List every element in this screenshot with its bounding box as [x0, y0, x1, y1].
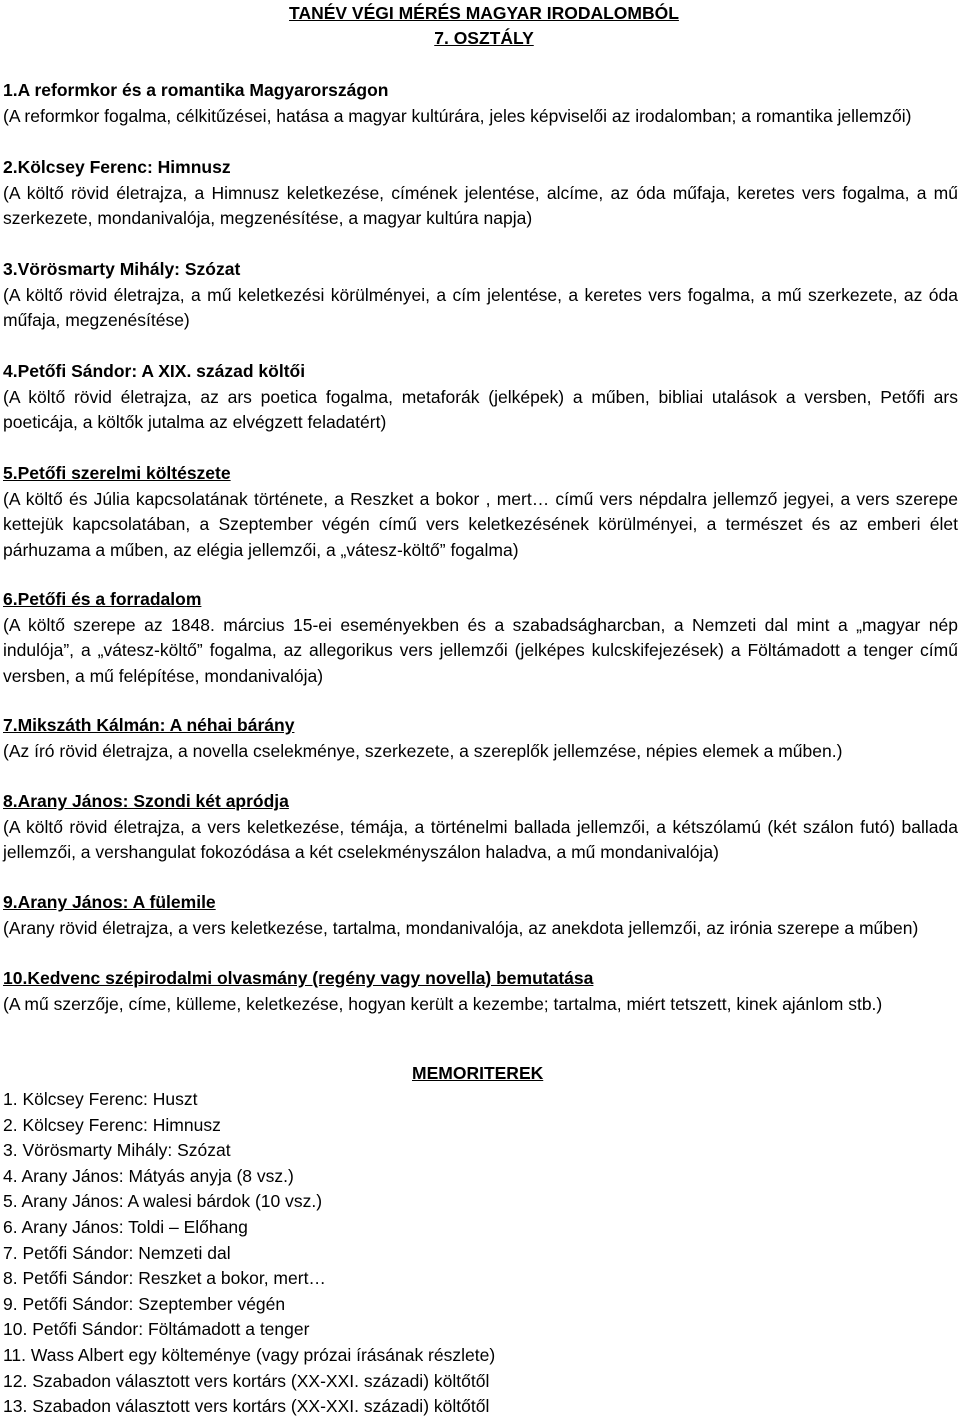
- list-item: 4. Arany János: Mátyás anyja (8 vsz.): [3, 1165, 294, 1186]
- topic-item: [3, 890, 958, 966]
- topic-heading: 8.Arany János: Szondi két apródja: [3, 791, 289, 811]
- topic-heading: 6.Petőfi és a forradalom: [3, 589, 202, 609]
- topic-item: [3, 789, 958, 890]
- document-title: [281, 1, 687, 51]
- topic-heading: 2.Kölcsey Ferenc: Himnusz: [3, 157, 231, 177]
- title-line-1: TANÉV VÉGI MÉRÉS MAGYAR IRODALOMBÓL: [289, 3, 679, 23]
- topic-description: (A költő rövid életrajza, az ars poetica fogalma, metaforák (jelképek) a műben, bibliai utalások a versben, Petőfi ars poeticája, a költők jutalma az elvégzett feladatért): [3, 386, 958, 432]
- topic-heading: 9.Arany János: A fülemile: [3, 892, 216, 912]
- topic-heading: 1.A reformkor és a romantika Magyarországon: [3, 80, 389, 100]
- list-item: 9. Petőfi Sándor: Szeptember végén: [3, 1293, 286, 1314]
- list-item: 12. Szabadon választott vers kortárs (XX-XXI. századi) költőtől: [3, 1370, 490, 1391]
- topic-description: (A költő és Júlia kapcsolatának története, a Reszket a bokor , mert… című vers népdalra jellemző jegyei, a vers szerepe kettejük kapcsolatában, a Szeptember végén című vers keletkezésének körülményei, a természet és az emberi élet párhuzama a műben, az elégia jellemzői, a „vátesz-költő” fogalma): [3, 488, 958, 560]
- list-item: 10. Petőfi Sándor: Föltámadott a tenger: [3, 1319, 310, 1340]
- topic-description: (A reformkor fogalma, célkitűzései, hatása a magyar kultúrára, jeles képviselői az irodalomban; a romantika jellemzői): [3, 105, 912, 126]
- list-item: 3. Vörösmarty Mihály: Szózat: [3, 1140, 231, 1161]
- list-item: 6. Arany János: Toldi – Előhang: [3, 1216, 248, 1237]
- list-item: 8. Petőfi Sándor: Reszket a bokor, mert…: [3, 1268, 326, 1289]
- list-item: 13. Szabadon választott vers kortárs (XX-XXI. századi) költőtől: [3, 1396, 490, 1417]
- topic-item: [3, 587, 958, 713]
- topic-item: [3, 78, 958, 155]
- topic-heading: 3.Vörösmarty Mihály: Szózat: [3, 259, 241, 279]
- list-item: 11. Wass Albert egy költeménye (vagy prózai írásának részlete): [3, 1344, 496, 1365]
- topic-item: [3, 155, 958, 257]
- list-item: 2. Kölcsey Ferenc: Himnusz: [3, 1114, 221, 1135]
- topic-description: (Arany rövid életrajza, a vers keletkezése, tartalma, mondanivalója, az anekdota jellemzői, az irónia szerepe a műben): [3, 917, 919, 938]
- topic-item: [3, 461, 958, 587]
- topic-item: [3, 713, 958, 789]
- topic-description: (A költő rövid életrajza, a Himnusz keletkezése, címének jelentése, alcíme, az óda műfaja, keretes vers fogalma, a mű szerkezete, mondanivalója, megzenésítése, a magyar kultúra napja): [3, 182, 958, 228]
- topic-description: (A költő rövid életrajza, a mű keletkezési körülményei, a cím jelentése, a keretes vers fogalma, a mű szerkezete, az óda műfaja, megzenésítése): [3, 284, 958, 330]
- list-item: 5. Arany János: A walesi bárdok (10 vsz.): [3, 1191, 323, 1212]
- memoriterek-title: MEMORITEREK: [412, 1063, 544, 1083]
- topic-description: (A mű szerzője, címe, külleme, keletkezése, hogyan került a kezembe; tartalma, miért tetszett, kinek ajánlom stb.): [3, 993, 883, 1014]
- title-line-2: 7. OSZTÁLY: [434, 28, 534, 48]
- list-item: 7. Petőfi Sándor: Nemzeti dal: [3, 1242, 231, 1263]
- topic-description: (A költő szerepe az 1848. március 15-ei eseményekben és a szabadságharcban, a Nemzeti dal mint a „magyar nép indulója”, a „vátesz-költő” fogalma, az allegorikus vers jellemzői (jelképes kulcskifejezések) a Föltámadott a tenger című versben, a mű felépítése, mondanivalója): [3, 614, 958, 686]
- topic-heading: 5.Petőfi szerelmi költészete: [3, 463, 231, 483]
- topic-item: [3, 257, 958, 359]
- topic-item: [3, 359, 958, 461]
- topic-description: (A költő rövid életrajza, a vers keletkezése, témája, a történelmi ballada jellemzői, a kétszólamú (két szálon futó) ballada jellemzői, a vershangulat fokozódása a két cselekményszálon haladva, a mű mondanivalója): [3, 816, 958, 862]
- topic-heading: 4.Petőfi Sándor: A XIX. század költői: [3, 361, 306, 381]
- memoriterek-list: [3, 1087, 495, 1420]
- topic-description: (Az író rövid életrajza, a novella cselekménye, szerkezete, a szereplők jellemzése, népies elemek a műben.): [3, 740, 843, 761]
- title-block: [281, 1, 687, 51]
- topic-list: [3, 78, 958, 1042]
- topic-heading: 7.Mikszáth Kálmán: A néhai bárány: [3, 715, 295, 735]
- list-item: 1. Kölcsey Ferenc: Huszt: [3, 1089, 198, 1109]
- topic-item: [3, 966, 958, 1042]
- topic-heading: 10.Kedvenc szépirodalmi olvasmány (regény vagy novella) bemutatása: [3, 968, 594, 988]
